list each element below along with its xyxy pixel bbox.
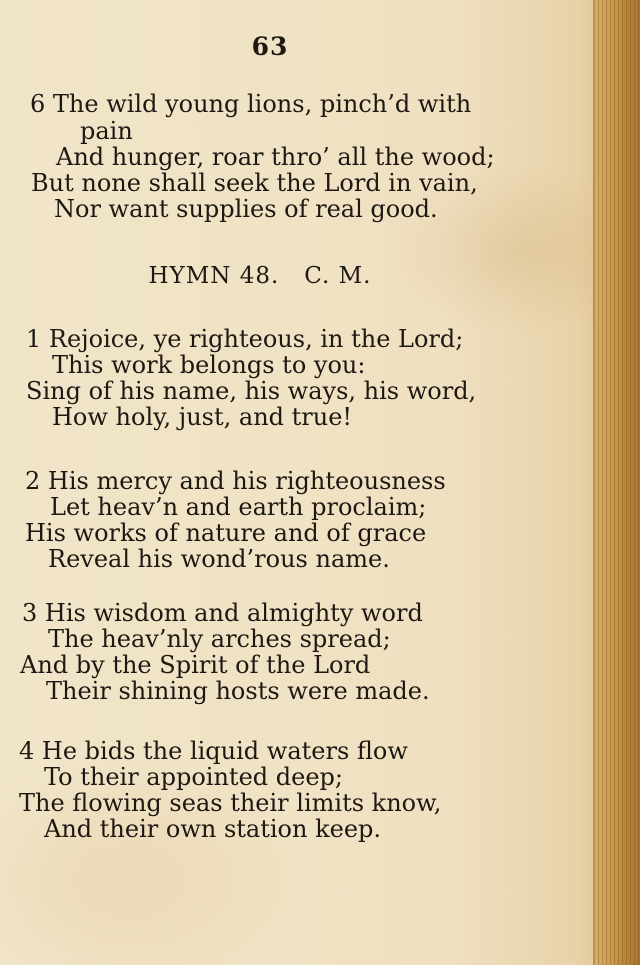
stanza-line: 4 He bids the liquid waters flow (19, 737, 408, 765)
stanza-line: Their shining hosts were made. (46, 677, 430, 705)
stanza-line: And by the Spirit of the Lord (20, 651, 371, 679)
stanza-line: But none shall seek the Lord in vain, (31, 169, 478, 197)
stanza-line: And their own station keep. (44, 815, 382, 843)
hymn-title (0, 262, 520, 290)
hymn-meter: C. M. (304, 263, 372, 289)
stanza-line: pain (80, 117, 133, 145)
stanza-line: And hunger, roar thro’ all the wood; (56, 143, 495, 171)
stanza-line: How holy, just, and true! (52, 403, 353, 431)
stanza-line: Reveal his wond’rous name. (48, 545, 390, 573)
hymn-number: HYMN 48. (148, 263, 280, 289)
stanza-line: 2 His mercy and his righteousness (25, 467, 446, 495)
stanza-line: Sing of his name, his ways, his word, (26, 377, 477, 405)
book-page-edge (593, 0, 640, 965)
stanza-line: 6 The wild young lions, pinch’d with (30, 90, 472, 118)
stanza-line: To their appointed deep; (44, 763, 343, 791)
stanza-line: This work belongs to you: (52, 351, 366, 379)
stanza-line: 3 His wisdom and almighty word (22, 599, 423, 627)
stanza-line: Nor want supplies of real good. (54, 195, 438, 223)
stanza-line: The heav’nly arches spread; (48, 625, 391, 653)
stanza-line: His works of nature and of grace (25, 519, 427, 547)
page-number: 63 (251, 32, 289, 61)
stanza-line: Let heav’n and earth proclaim; (50, 493, 427, 521)
stanza-line: 1 Rejoice, ye righteous, in the Lord; (26, 325, 464, 353)
stanza-line: The flowing seas their limits know, (19, 789, 442, 817)
